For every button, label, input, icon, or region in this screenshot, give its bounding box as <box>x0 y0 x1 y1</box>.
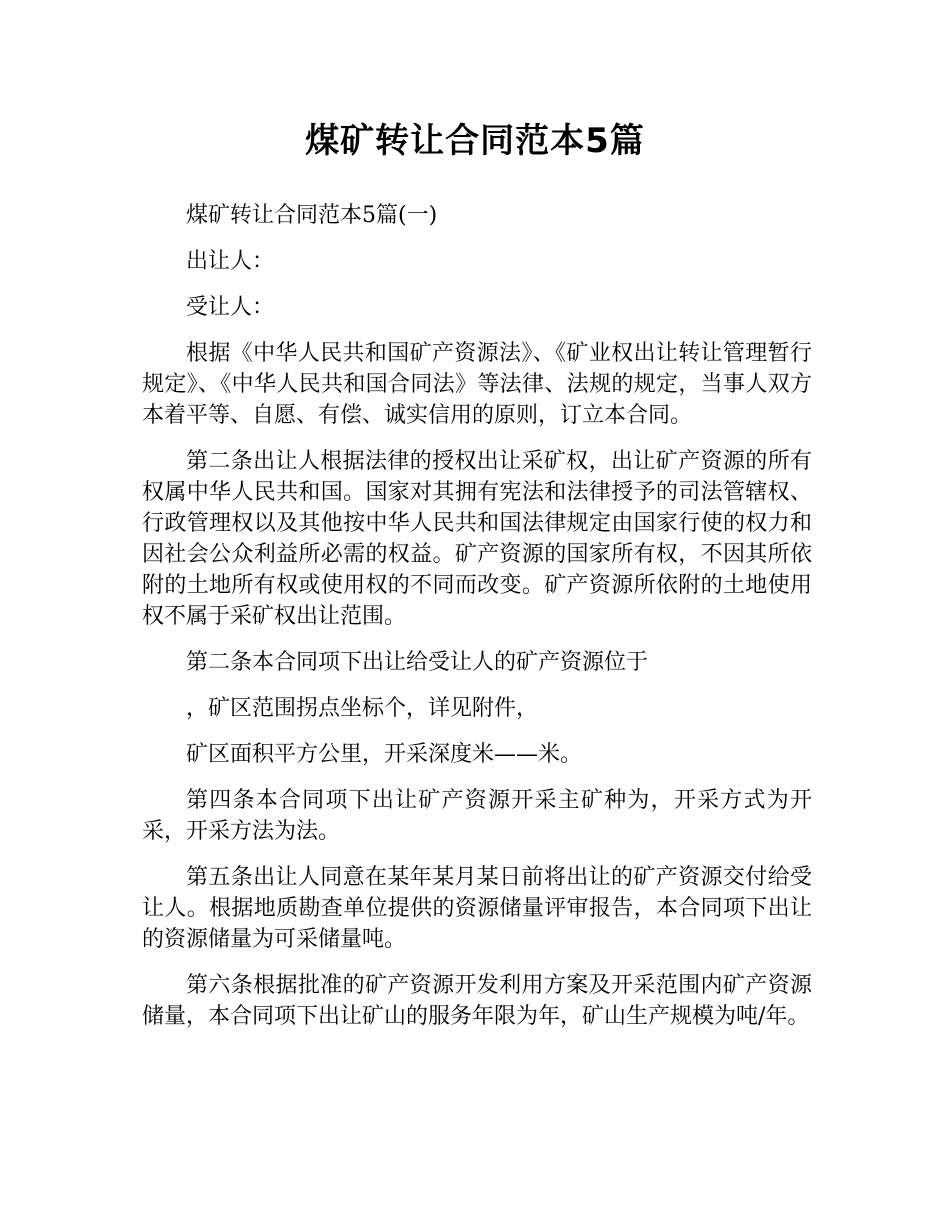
transferee-line: 受让人： <box>186 295 275 320</box>
article-paragraph: ，矿区范围拐点坐标个，详见附件， <box>186 696 539 721</box>
article-paragraph: 矿区面积平方公里，开采深度米——米。 <box>186 742 583 767</box>
article-paragraph: 第五条出让人同意在某年某月某日前将出让的矿产资源交付给受让人。根据地质勘查单位提供的资源储量评审报告，本合同项下出让的资源储量为可采储量吨。 <box>142 865 812 952</box>
document-title: 煤矿转让合同范本5篇 <box>305 121 645 161</box>
document-body <box>142 200 812 1047</box>
article-paragraph: 第四条本合同项下出让矿产资源开采主矿种为，开采方式为开采，开采方法为法。 <box>142 788 812 844</box>
article-paragraph: 第二条本合同项下出让给受让人的矿产资源位于 <box>186 650 649 675</box>
transferor-line: 出让人： <box>186 249 275 274</box>
preamble-paragraph: 根据《中华人民共和国矿产资源法》、《矿业权出让转让管理暂行规定》、《中华人民共和国合同法》等法律、法规的规定，当事人双方本着平等、自愿、有偿、诚实信用的原则，订立本合同。 <box>142 341 812 428</box>
article-paragraph: 第六条根据批准的矿产资源开发利用方案及开采范围内矿产资源储量，本合同项下出让矿山的服务年限为年，矿山生产规模为吨/年。 <box>142 973 812 1029</box>
section-heading: 煤矿转让合同范本5篇(一) <box>186 203 438 228</box>
article-paragraph: 第二条出让人根据法律的授权出让采矿权，出让矿产资源的所有权属中华人民共和国。国家对其拥有宪法和法律授予的司法管辖权、行政管理权以及其他按中华人民共和国法律规定由国家行使的权力和因社会公众利益所必需的权益。矿产资源的国家所有权，不因其所依附的土地所有权或使用权的不同而改变。矿产资源所依附的土地使用权不属于采矿权出让范围。 <box>142 449 812 629</box>
